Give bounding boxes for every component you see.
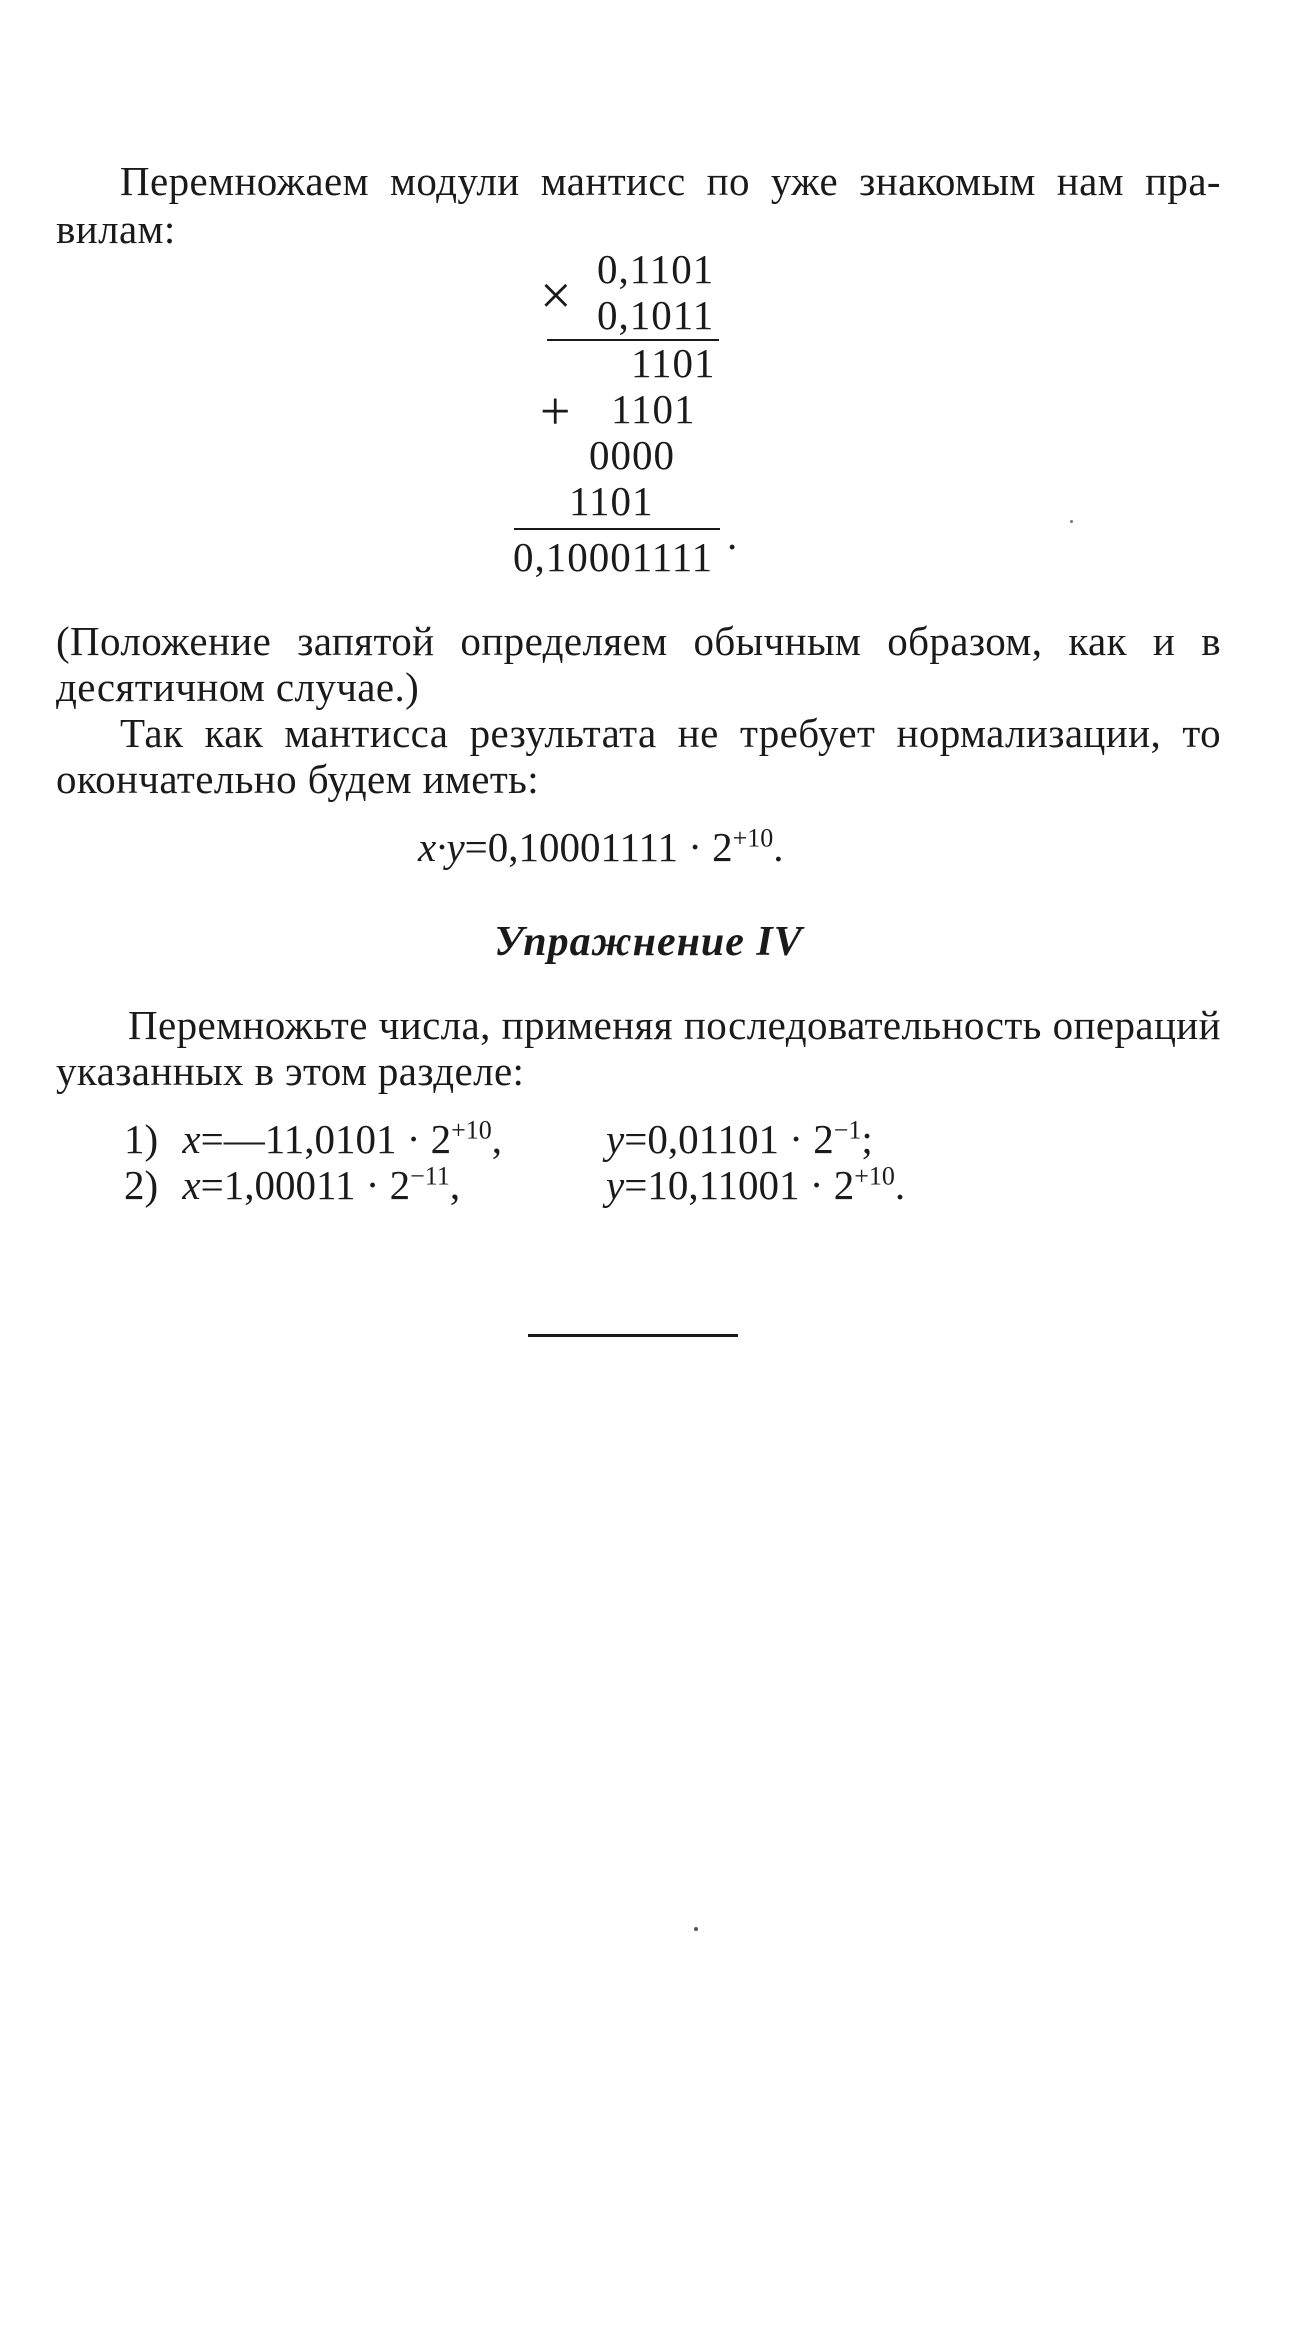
multiplier: 0,1011 [597,292,715,338]
plus-sign: + [540,381,571,441]
times-sign: × [540,265,572,327]
multiplicand: 0,1101 [597,246,715,292]
x-label: x [182,1116,201,1162]
intro-line-1: Перемножаем модули мантисс по уже знакомым нам пра- [120,158,1221,204]
list-item-y: $y=10,11001 \cdot 2^{+10}$. [606,1161,906,1208]
item-number: 2) [124,1162,159,1208]
conclusion-line-2: окончательно будем иметь: [56,756,540,802]
partial-product-3: 0000 [589,432,675,478]
formula-lhs: x·y [418,824,465,870]
formula-eq: = [464,824,488,870]
partial-product-4: 1101 [569,478,654,524]
x-separator: , [491,1116,503,1162]
list-item-y: $y=0,01101 \cdot 2^{-1}$; [606,1115,873,1162]
formula-rhs: 0,10001111 · 2 [487,824,733,870]
note-line-1: (Положение запятой определяем обычным образом, как и в [56,618,1221,664]
x-exponent: −11 [410,1161,450,1191]
y-exponent: −1 [833,1115,862,1145]
product-formula [418,824,784,870]
print-speck [1070,520,1073,523]
x-exponent: +10 [451,1115,492,1145]
section-divider [528,1334,738,1337]
y-end: . [894,1162,906,1208]
y-value: 0,01101 · 2 [647,1116,834,1162]
x-value: 1,00011 · 2 [223,1162,411,1208]
exercise-text-line-2: указанных в этом разделе: [56,1048,525,1094]
formula-end: . [773,824,784,870]
y-exponent: +10 [854,1161,895,1191]
x-separator: , [449,1162,461,1208]
item-number: 1) [124,1116,159,1162]
note-line-2: десятичном случае.) [56,664,420,710]
x-label: x [182,1162,201,1208]
formula-exponent: +10 [732,823,774,853]
conclusion-line-1: Так как мантисса результата не требует нормализации, то [120,710,1221,756]
product-result: 0,10001111 [513,534,714,580]
print-speck [694,1927,698,1931]
y-end: ; [861,1116,873,1162]
exercise-text-line-1: Перемножьте числа, применяя последовательность операций [128,1002,1221,1048]
intro-line-2: вилам: [56,206,176,252]
rule-bottom [514,528,720,530]
partial-product-2: 1101 [611,386,696,432]
x-value: —11,0101 · 2 [223,1116,452,1162]
list-item: 2) $x=1,00011 \cdot 2^{-11}$, [124,1161,461,1208]
y-value: 10,11001 · 2 [647,1162,855,1208]
y-label: y [606,1116,625,1162]
partial-product-1: 1101 [631,340,716,386]
product-result-dot: . [727,512,738,558]
y-label: y [606,1162,625,1208]
exercise-title: Упражнение IV [494,919,803,965]
list-item: 1) x=—11,0101 · $2^{+10}$, [124,1115,503,1162]
